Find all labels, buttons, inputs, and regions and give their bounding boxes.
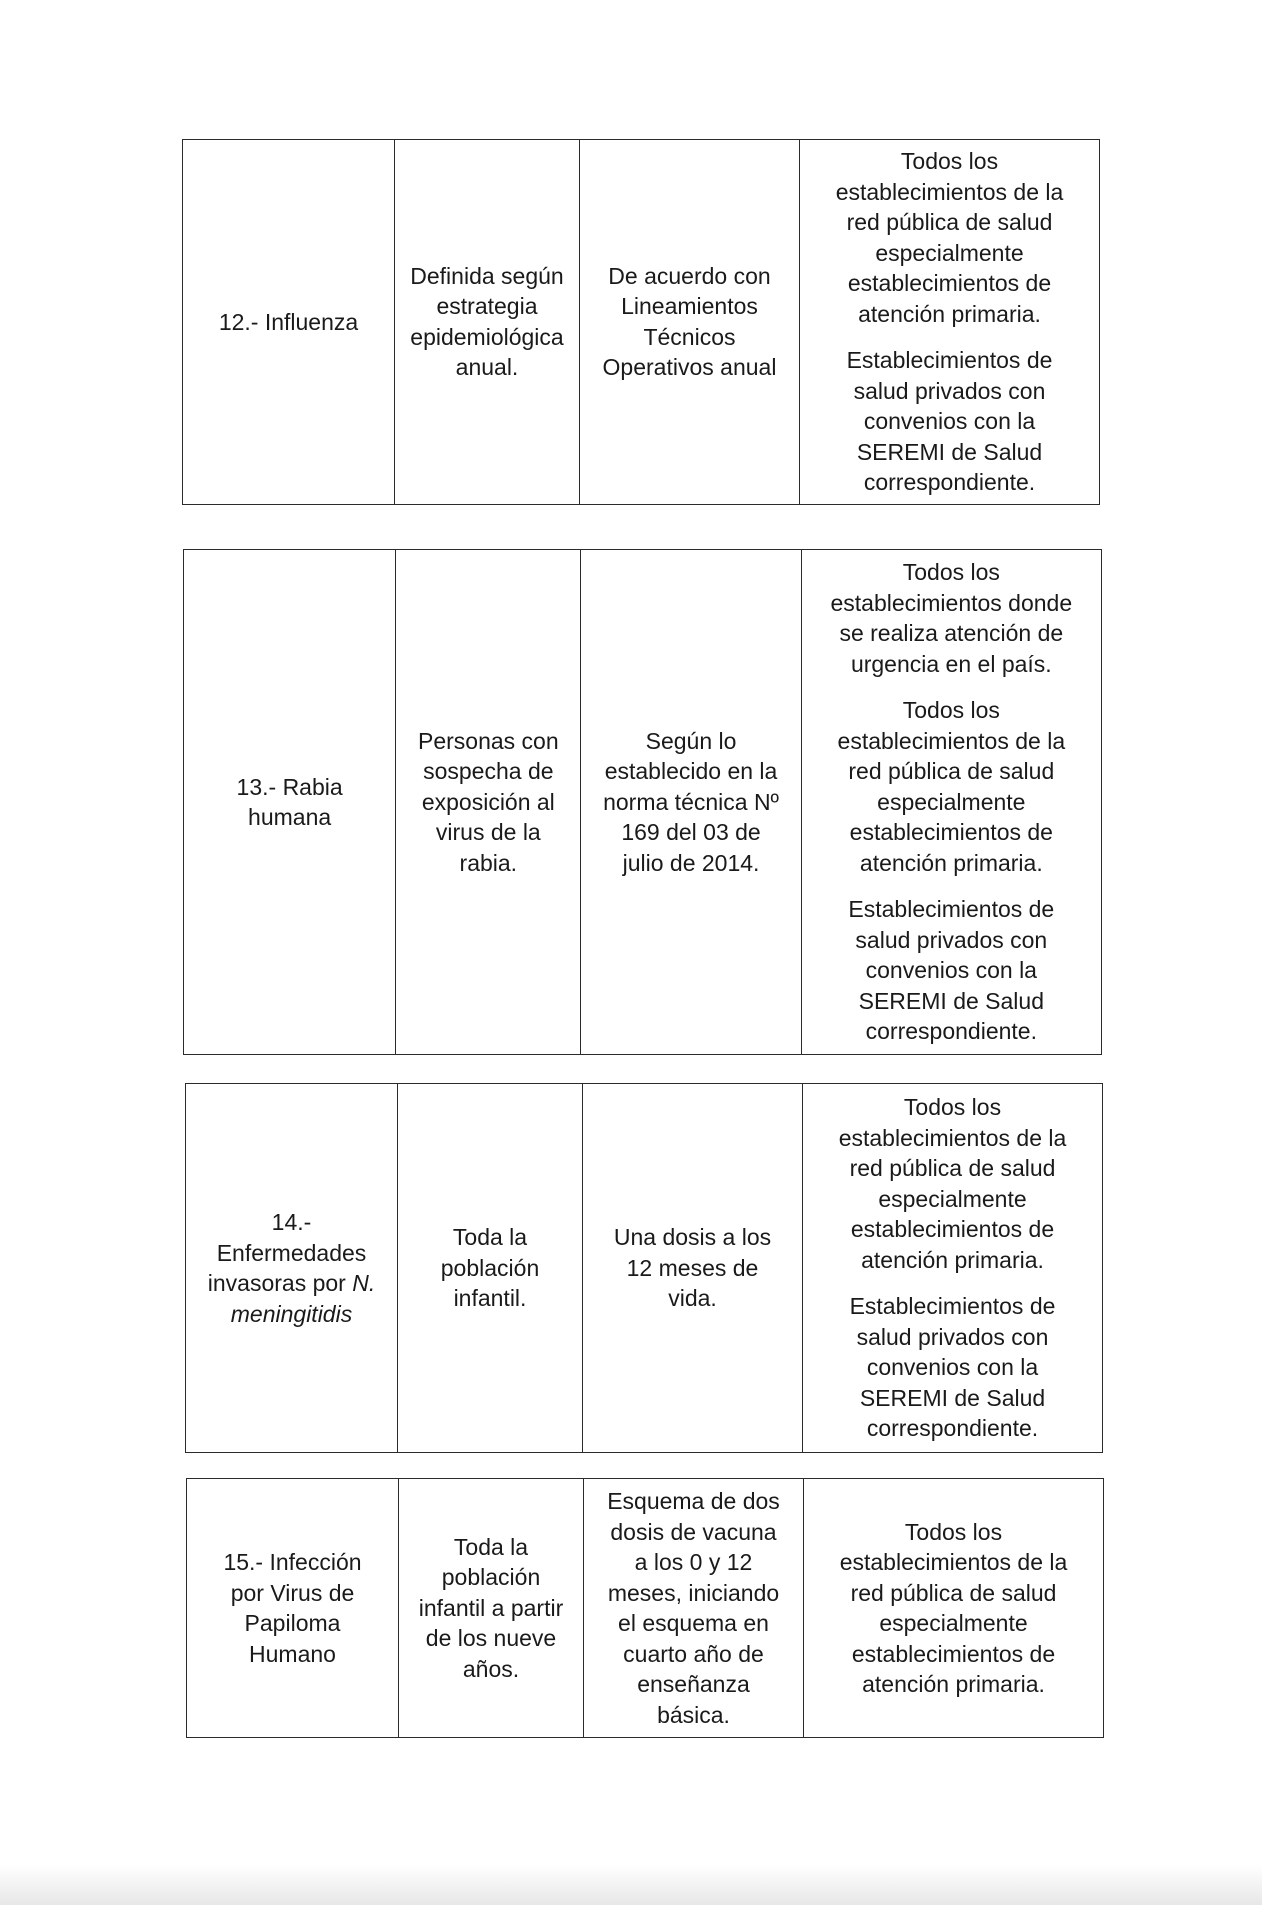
- establishments-paragraph: Establecimientos de salud privados con convenios con la SEREMI de Salud correspondiente.: [848, 896, 1055, 1045]
- establishments-paragraph: Todos los establecimientos de la red pública de salud especialmente establecimientos de atención primaria.: [837, 697, 1066, 876]
- establishments-paragraph: Todos los establecimientos de la red pública de salud especialmente establecimientos de atención primaria.: [839, 1518, 1068, 1697]
- hpv-table: [186, 1478, 1104, 1738]
- scan-shadow: [0, 1865, 1262, 1905]
- establishments-paragraph: Todos los establecimientos de la red pública de salud especialmente establecimientos de atención primaria.: [835, 148, 1064, 327]
- schedule-cell: Una dosis a los 12 meses de vida.: [583, 1084, 803, 1453]
- meningitidis-table: [185, 1083, 1103, 1453]
- disease-label: 14.- Enfermedades invasoras por: [207, 1209, 367, 1296]
- population-cell: Personas con sospecha de exposición al virus de la rabia.: [396, 550, 581, 1055]
- rabies-table: [183, 549, 1102, 1055]
- influenza-table: [182, 139, 1100, 505]
- table-row: [186, 1084, 1103, 1453]
- table-row: [183, 140, 1100, 505]
- table-row: [184, 550, 1102, 1055]
- population-cell: Definida según estrategia epidemiológica anual.: [395, 140, 580, 505]
- schedule-cell: De acuerdo con Lineamientos Técnicos Operativos anual: [580, 140, 800, 505]
- establishments-paragraph: Establecimientos de salud privados con convenios con la SEREMI de Salud correspondiente.: [849, 1293, 1056, 1442]
- establishments-cell: [804, 1479, 1104, 1738]
- establishments-paragraph: Establecimientos de salud privados con convenios con la SEREMI de Salud correspondiente.: [846, 347, 1053, 495]
- establishments-cell: [801, 550, 1101, 1055]
- table-row: [187, 1479, 1104, 1738]
- schedule-cell: Según lo establecido en la norma técnica Nº 169 del 03 de julio de 2014.: [581, 550, 801, 1055]
- establishments-cell: [803, 1084, 1103, 1453]
- disease-cell: 13.- Rabia humana: [184, 550, 396, 1055]
- population-cell: Toda la población infantil.: [398, 1084, 583, 1453]
- schedule-cell: Esquema de dos dosis de vacuna a los 0 y 12 meses, iniciando el esquema en cuarto año de enseñanza básica.: [584, 1479, 804, 1738]
- disease-cell: [186, 1084, 398, 1453]
- disease-cell: 15.- Infección por Virus de Papiloma Humano: [187, 1479, 399, 1738]
- establishments-paragraph: Todos los establecimientos donde se realiza atención de urgencia en el país.: [830, 559, 1073, 677]
- population-cell: Toda la población infantil a partir de los nueve años.: [399, 1479, 584, 1738]
- establishments-paragraph: Todos los establecimientos de la red pública de salud especialmente establecimientos de atención primaria.: [838, 1094, 1067, 1273]
- establishments-cell: [800, 140, 1100, 505]
- disease-cell: 12.- Influenza: [183, 140, 395, 505]
- disease-species-name: N. meningitidis: [230, 1270, 376, 1327]
